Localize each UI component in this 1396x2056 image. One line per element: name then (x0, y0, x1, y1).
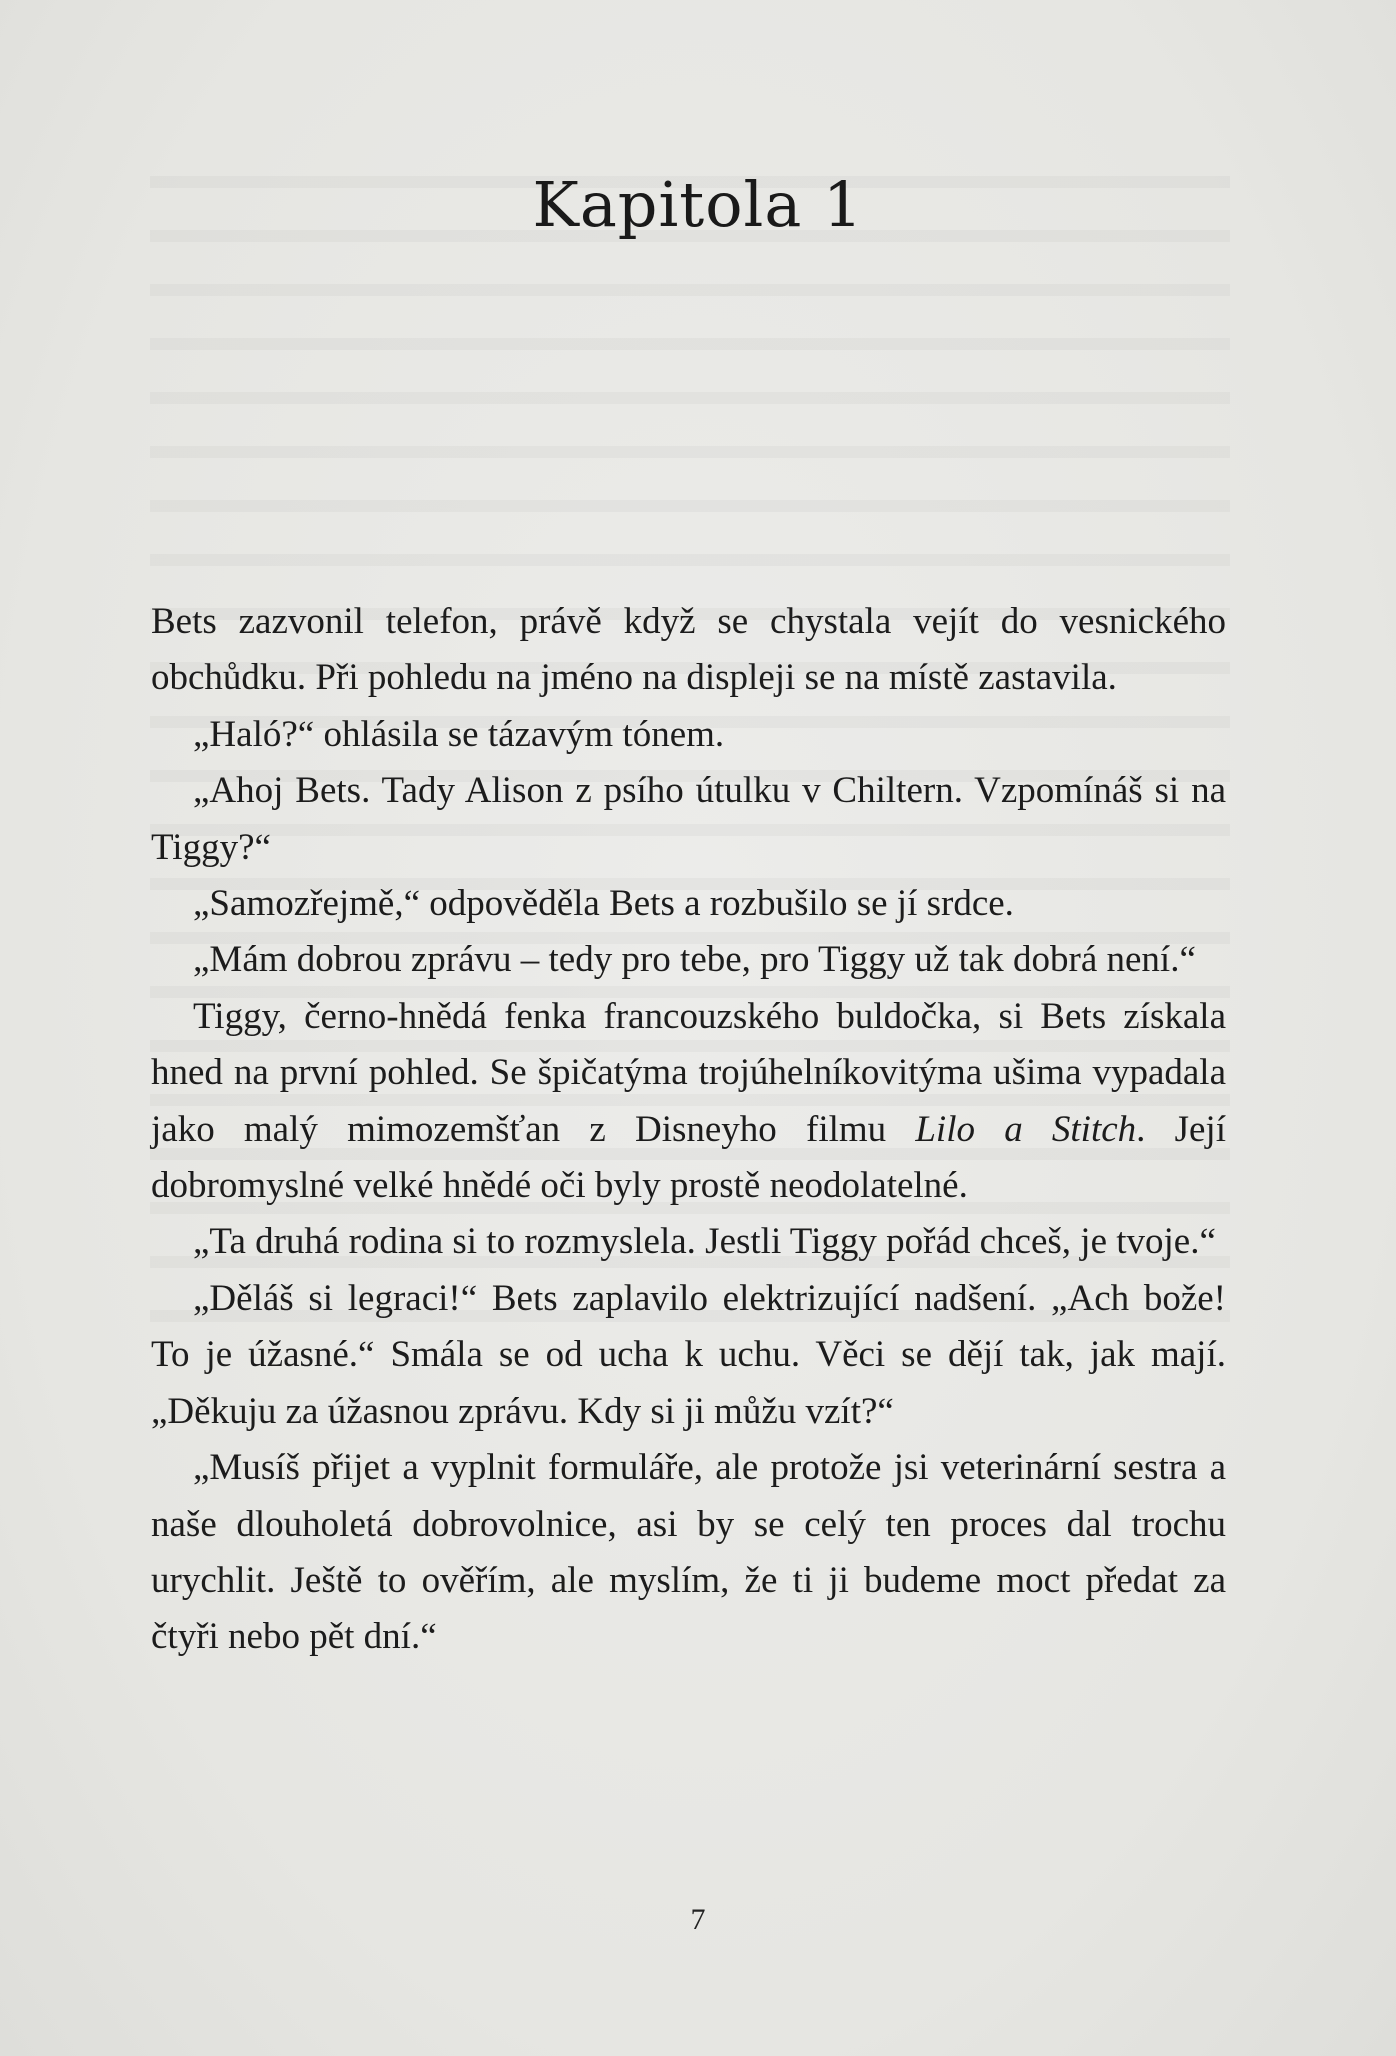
paragraph: Bets zazvonil telefon, právě když se chystala vejít do vesnického obchůdku. Při pohledu na jméno na displeji se na místě zastavila. (151, 601, 1226, 699)
paragraph: „Ahoj Bets. Tady Alison z psího útulku v Chiltern. Vzpomínáš si na Tiggy?“ (151, 770, 1226, 868)
paragraph: „Musíš přijet a vyplnit formuláře, ale protože jsi veterinární sestra a naše dlouholetá dobrovolnice, asi by se celý ten proces dal trochu urychlit. Ještě to ověřím, ale myslím, že ti ji budeme moct předat za čtyři nebo pět dní.“ (151, 1447, 1226, 1658)
paragraph: „Děláš si legraci!“ Bets zaplavilo elektrizující nadšení. „Ach bože! To je úžasné.“ Smála se od ucha k uchu. Věci se dějí tak, jak mají. „Děkuju za úžasnou zprávu. Kdy si ji můžu vzít?“ (151, 1277, 1226, 1432)
film-title: Lilo a Stitch (915, 1108, 1137, 1150)
body-text (151, 594, 1226, 1666)
page-number: 7 (690, 1903, 706, 1936)
paragraph (151, 989, 1226, 1215)
paragraph: „Samozřejmě,“ odpověděla Bets a rozbušilo se jí srdce. (193, 883, 1014, 925)
chapter-title: Kapitola 1 (532, 168, 864, 241)
paragraph-text: Tiggy, černo-hnědá fenka francouzského buldočka, si Bets získala hned na první pohled. Se špičatýma trojúhelníkovitýma ušima vypadala jako malý mimozemšťan z Disneyho filmu (151, 995, 1226, 1150)
paragraph: „Ta druhá rodina si to rozmyslela. Jestli Tiggy pořád chceš, je tvoje.“ (193, 1221, 1216, 1263)
paragraph: „Mám dobrou zprávu – tedy pro tebe, pro Tiggy už tak dobrá není.“ (193, 939, 1196, 981)
paragraph-text: . Její dobromyslné velké hnědé oči byly prostě neodolatelné. (151, 1108, 1226, 1207)
paragraph: „Haló?“ ohlásila se tázavým tónem. (193, 713, 725, 755)
